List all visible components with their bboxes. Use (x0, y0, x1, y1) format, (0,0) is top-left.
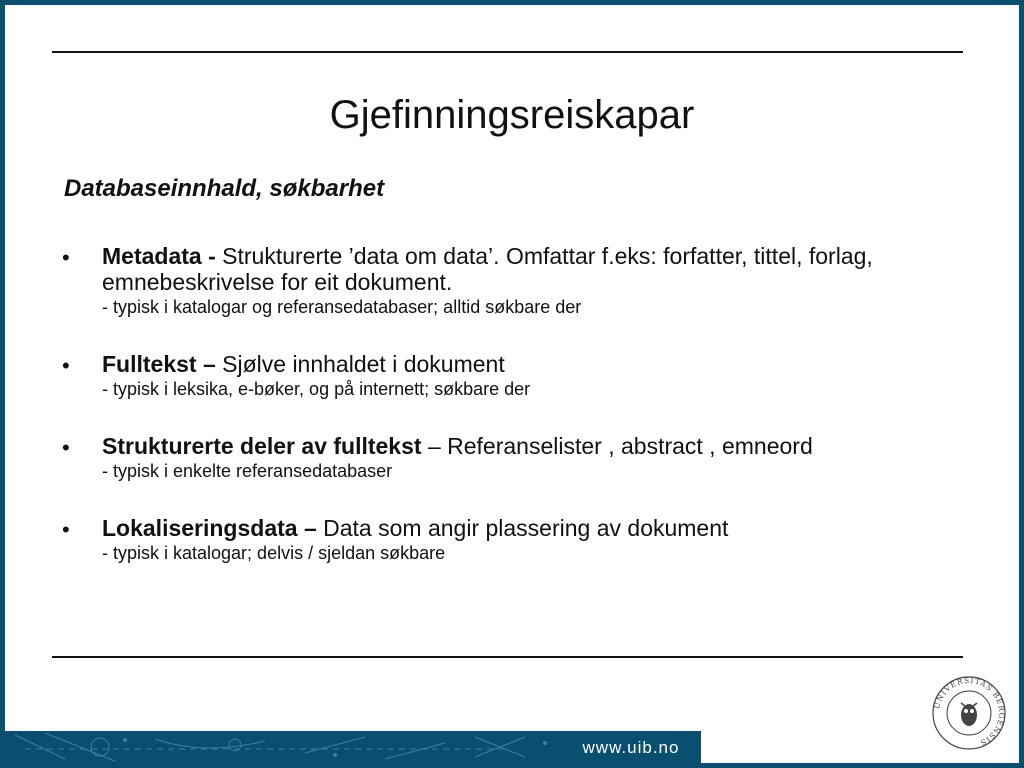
bullet-item (60, 351, 970, 401)
bullet-main (102, 351, 970, 377)
bullet-term: Strukturerte deler av fulltekst (102, 433, 422, 459)
bullet-note: - typisk i katalogar; delvis / sjeldan søkbare (102, 543, 446, 563)
bullet-text: – Referanselister , abstract , emneord (421, 433, 813, 459)
bullet-list (60, 243, 970, 597)
website-url[interactable]: www.uib.no (582, 738, 680, 757)
svg-text:UNIVERSITAS BERGENSIS: UNIVERSITAS BERGENSIS (932, 675, 1007, 748)
bottom-divider (52, 656, 963, 658)
bullet-text: Sjølve innhaldet i dokument (222, 351, 505, 377)
bullet-icon: • (62, 353, 70, 378)
bullet-main (102, 243, 970, 295)
bullet-icon: • (62, 245, 70, 270)
bullet-note: - typisk i enkelte referansedatabaser (102, 461, 393, 481)
bullet-icon: • (62, 435, 70, 460)
bullet-item (60, 515, 970, 565)
slide-title: Gjefinningsreiskapar (329, 93, 695, 137)
slide-subtitle: Databaseinnhald, søkbarhet (64, 175, 385, 202)
bullet-text: Strukturerte ’data om data’. Omfattar f.eks: forfatter, tittel, forlag, emnebeskrivelse for eit dokument. (102, 243, 873, 295)
bullet-term: Fulltekst – (102, 351, 223, 377)
slide (5, 5, 1019, 763)
bullet-term: Lokaliseringsdata – (102, 515, 324, 541)
bullet-main (102, 515, 970, 541)
bullet-text: Data som angir plassering av dokument (323, 515, 729, 541)
university-seal-icon (931, 675, 1007, 751)
bullet-term: Metadata - (102, 243, 223, 269)
bullet-item (60, 433, 970, 483)
bullet-note: - typisk i leksika, e-bøker, og på internett; søkbare der (102, 379, 531, 399)
bullet-main (102, 433, 970, 459)
bullet-note: - typisk i katalogar og referansedatabaser; alltid søkbare der (102, 297, 582, 317)
top-divider (52, 51, 963, 53)
bullet-icon: • (62, 517, 70, 542)
bullet-item (60, 243, 970, 319)
